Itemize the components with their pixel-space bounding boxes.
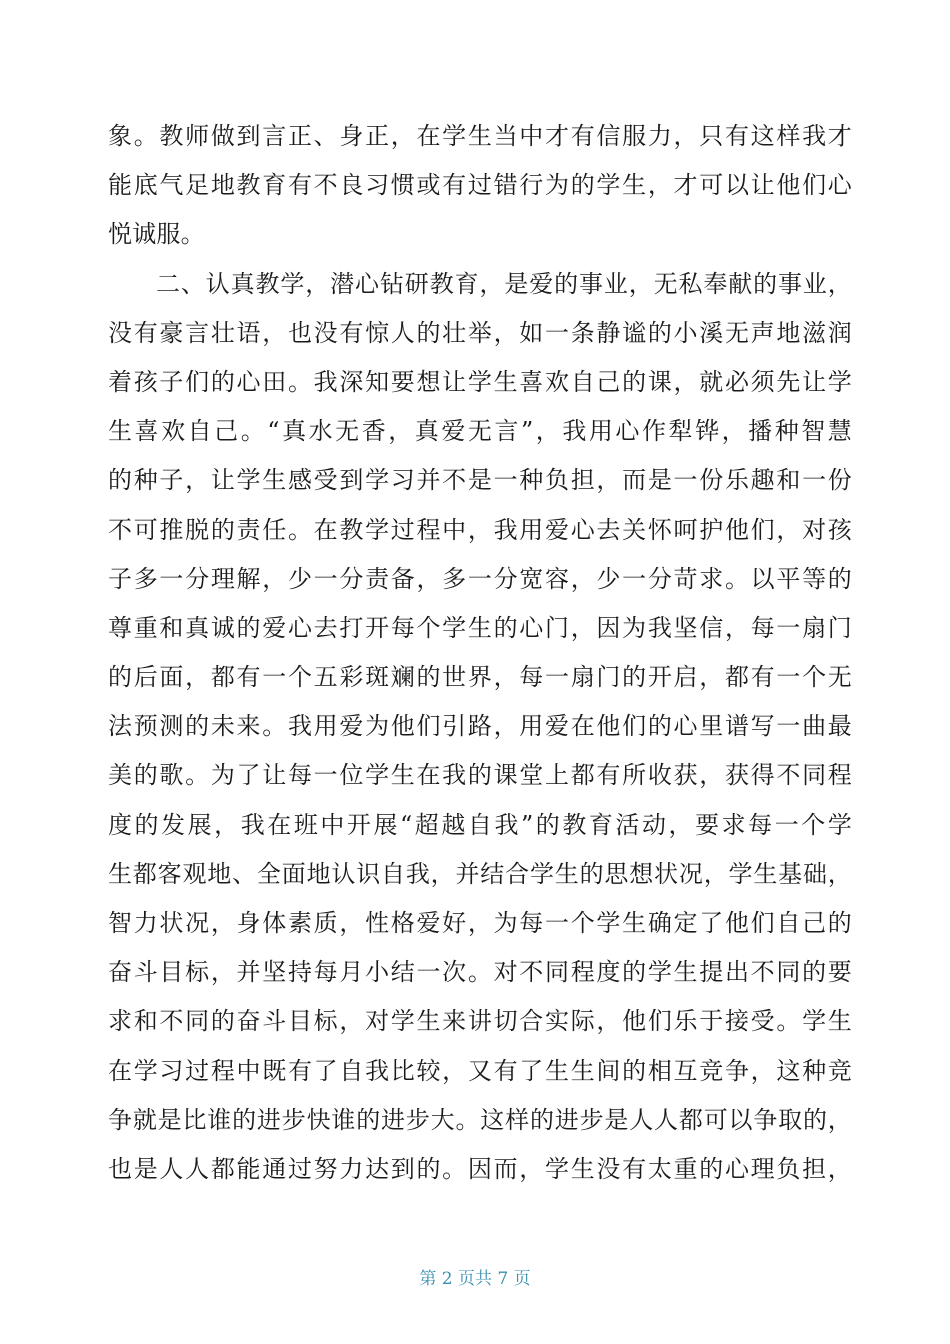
text-line: 度的发展，我在班中开展“超越自我”的教育活动，要求每一个学 — [108, 810, 852, 839]
text-line: 象。教师做到言正、身正，在学生当中才有信服力，只有这样我才 — [108, 122, 852, 150]
text-line: 悦诚服。 — [108, 220, 205, 249]
text-line: 子多一分理解，少一分责备，多一分宽容，少一分苛求。以平等的 — [108, 564, 852, 593]
text-line: 也是人人都能通过努力达到的。因而，学生没有太重的心理负担， — [108, 1154, 852, 1183]
text-line: 没有豪言壮语，也没有惊人的壮举，如一条静谧的小溪无声地滋润 — [108, 318, 852, 347]
page-number-footer: 第 2 页共 7 页 — [419, 1269, 531, 1289]
text-line: 美的歌。为了让每一位学生在我的课堂上都有所收获，获得不同程 — [108, 761, 852, 790]
text-line: 的后面，都有一个五彩斑斓的世界，每一扇门的开启，都有一个无 — [108, 663, 852, 692]
text-line: 的种子，让学生感受到学习并不是一种负担，而是一份乐趣和一份 — [108, 466, 852, 495]
text-line: 生都客观地、全面地认识自我，并结合学生的思想状况，学生基础， — [108, 859, 852, 888]
text-line: 智力状况，身体素质，性格爱好，为每一个学生确定了他们自己的 — [108, 909, 852, 937]
text-line: 在学习过程中既有了自我比较，又有了生生间的相互竞争，这种竞 — [108, 1056, 852, 1085]
paragraph-start-line: 二、认真教学，潜心钻研教育，是爱的事业，无私奉献的事业， — [156, 269, 852, 298]
text-line: 能底气足地教育有不良习惯或有过错行为的学生，才可以让他们心 — [108, 171, 852, 200]
text-line: 法预测的未来。我用爱为他们引路，用爱在他们的心里谱写一曲最 — [108, 712, 852, 741]
text-line: 争就是比谁的进步快谁的进步大。这样的进步是人人都可以争取的， — [108, 1105, 852, 1134]
body-text — [108, 112, 852, 1194]
text-line: 着孩子们的心田。我深知要想让学生喜欢自己的课，就必须先让学 — [108, 367, 852, 396]
text-line: 生喜欢自己。“真水无香，真爱无言”，我用心作犁铧，播种智慧 — [108, 417, 852, 446]
text-line: 奋斗目标，并坚持每月小结一次。对不同程度的学生提出不同的要 — [108, 958, 852, 987]
text-line: 尊重和真诚的爱心去打开每个学生的心门，因为我坚信，每一扇门 — [108, 613, 852, 642]
text-line: 求和不同的奋斗目标，对学生来讲切合实际，他们乐于接受。学生 — [108, 1007, 852, 1036]
text-line: 不可推脱的责任。在教学过程中，我用爱心去关怀呵护他们，对孩 — [108, 515, 852, 544]
